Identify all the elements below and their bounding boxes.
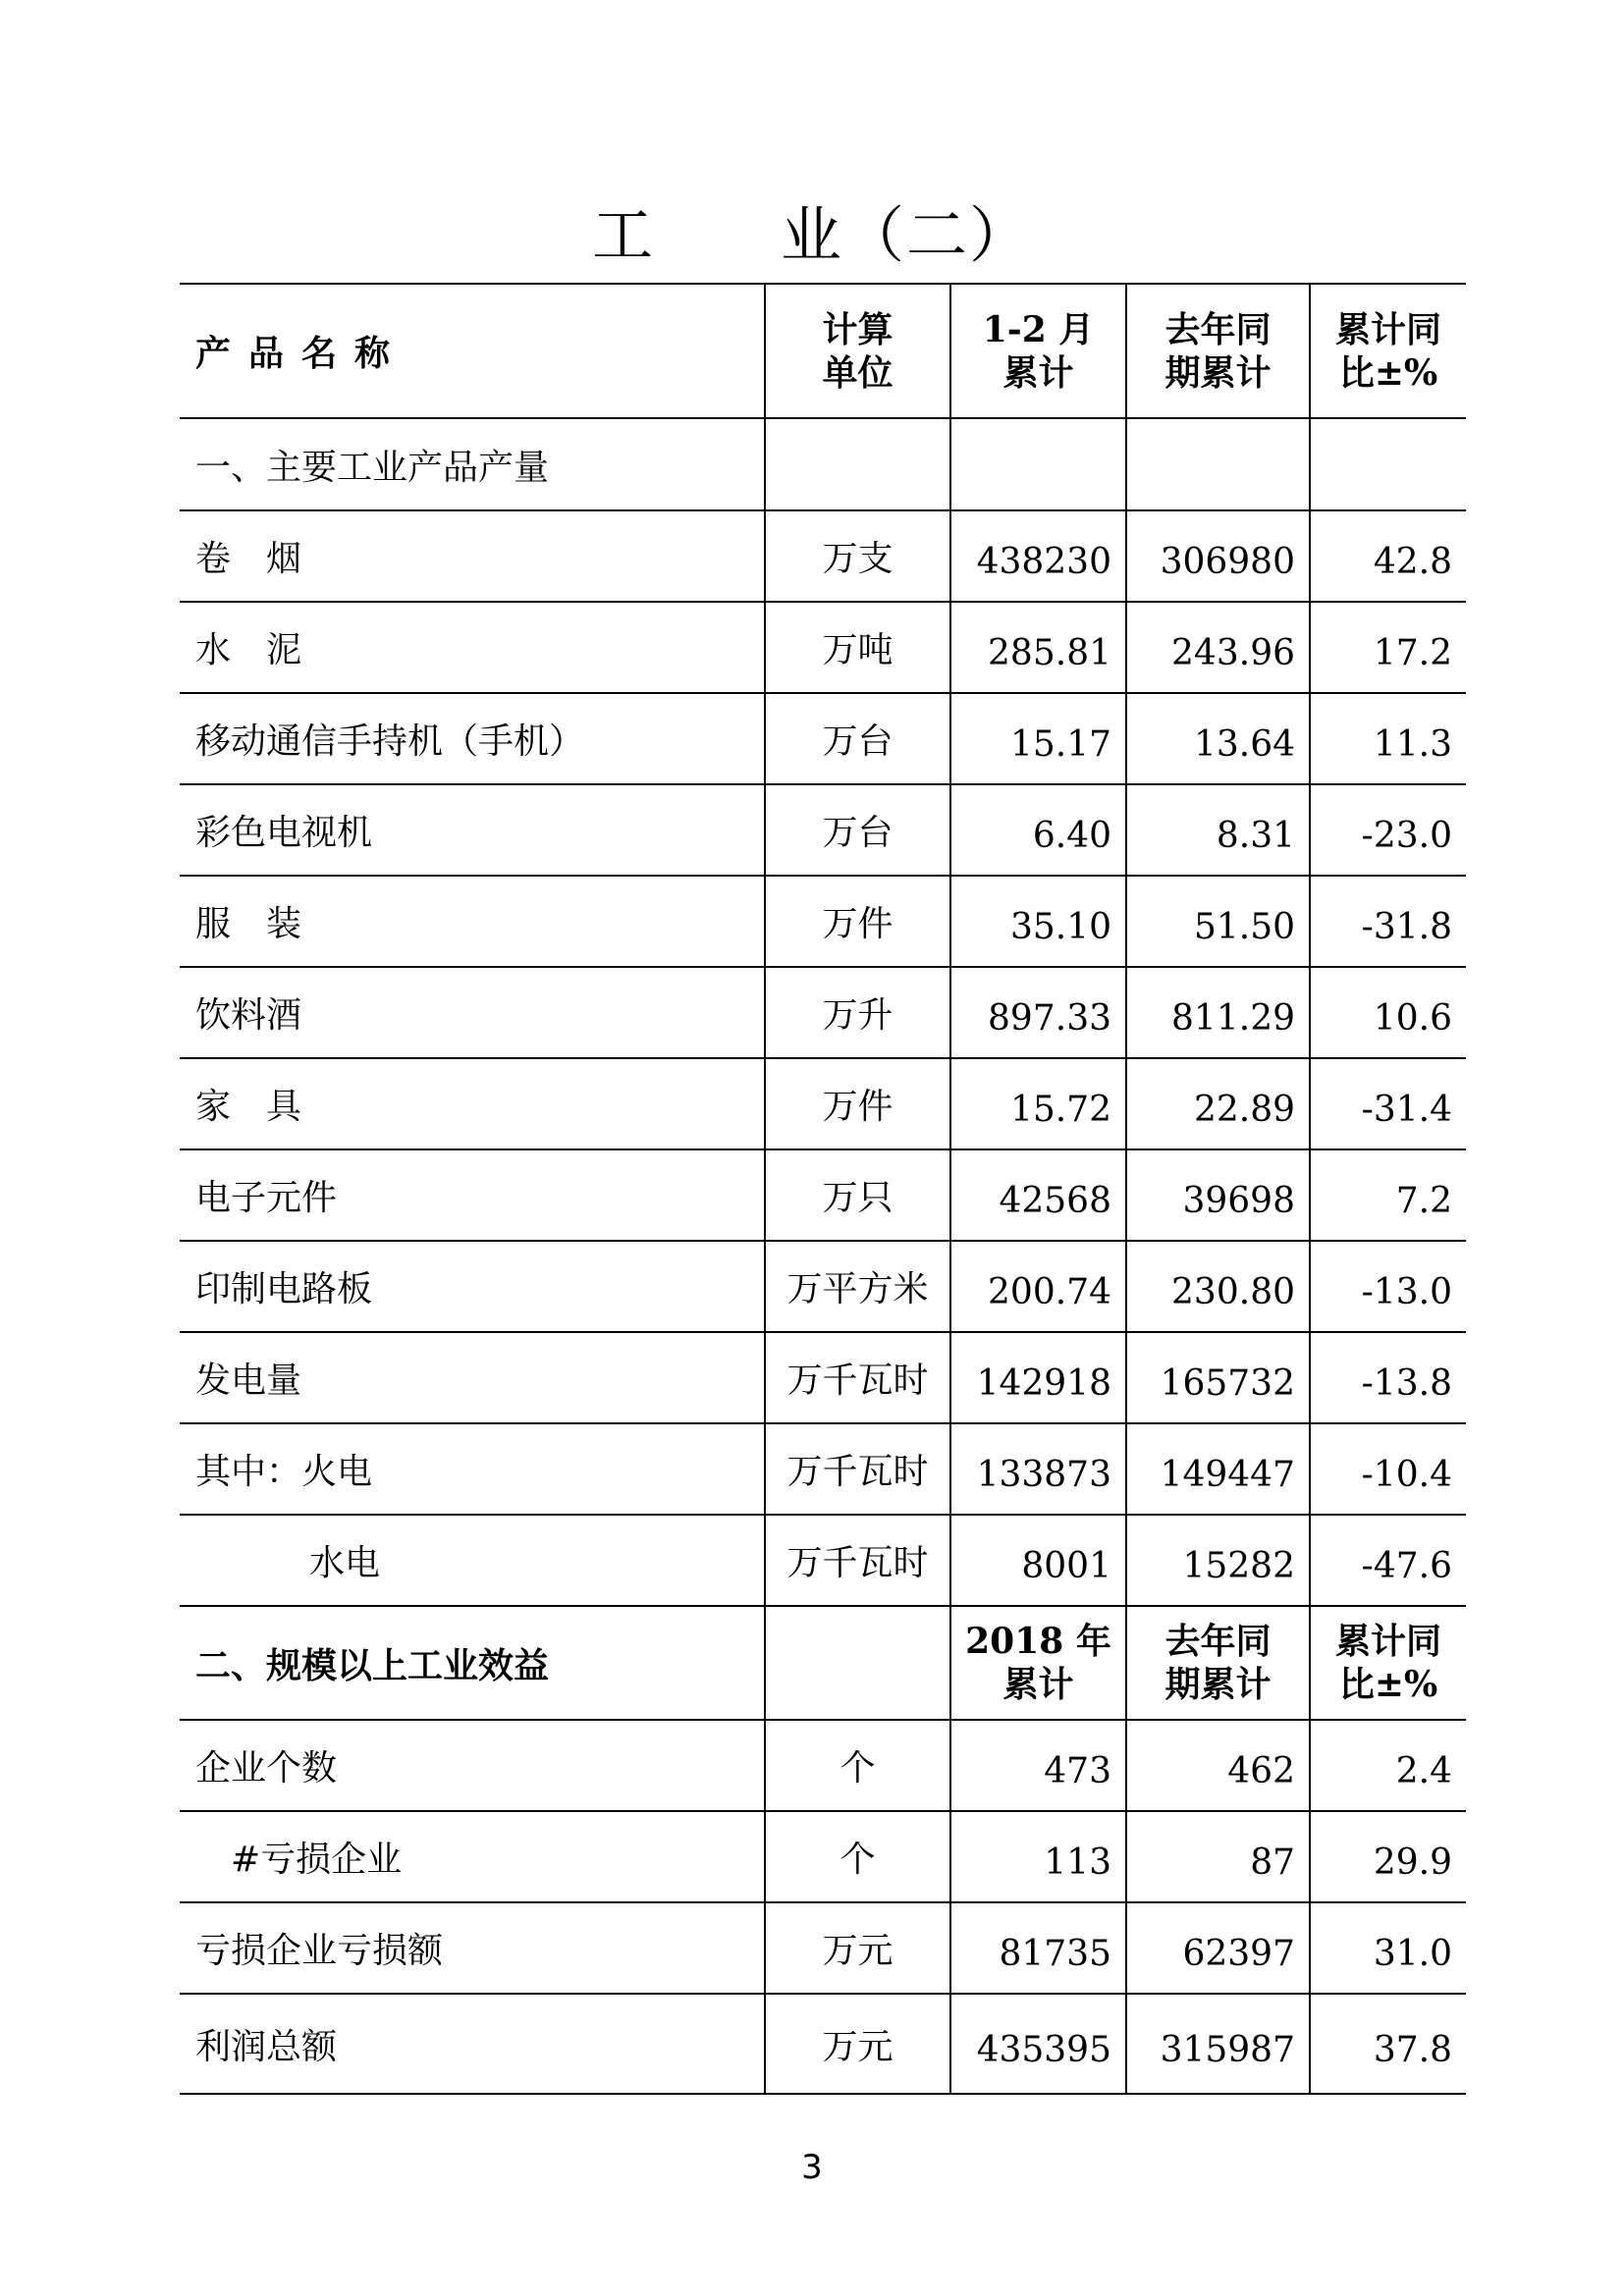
section2-header-current-line1: 2018 年 <box>965 1621 1111 1662</box>
table-row <box>180 1515 1466 1606</box>
section1-empty-cell <box>950 418 1126 510</box>
value-percent: 31.0 <box>1310 1902 1466 1994</box>
value-percent: -13.8 <box>1310 1332 1466 1423</box>
value-current: 438230 <box>950 510 1126 602</box>
section2-header-current-line2: 累计 <box>1002 1664 1074 1705</box>
table-row <box>180 1720 1466 1811</box>
product-unit: 万台 <box>765 693 950 784</box>
value-percent: -23.0 <box>1310 784 1466 876</box>
product-name: 电子元件 <box>180 1149 765 1241</box>
header-percent-line1: 累计同 <box>1334 308 1441 350</box>
table-row <box>180 693 1466 784</box>
product-name: 移动通信手持机（手机） <box>180 693 765 784</box>
indicator-unit: 个 <box>765 1720 950 1811</box>
table-row <box>180 1149 1466 1241</box>
value-percent: -47.6 <box>1310 1515 1466 1606</box>
product-unit: 万件 <box>765 1058 950 1149</box>
product-unit: 万台 <box>765 784 950 876</box>
page-title: 工 业（二） <box>591 199 1032 271</box>
product-name: 服 装 <box>180 876 765 967</box>
section2-label: 二、规模以上工业效益 <box>180 1606 765 1720</box>
value-previous: 315987 <box>1126 1994 1310 2094</box>
value-current: 142918 <box>950 1332 1126 1423</box>
value-previous: 15282 <box>1126 1515 1310 1606</box>
header-previous-line1: 去年同 <box>1164 308 1272 350</box>
table-header-row <box>180 284 1466 418</box>
value-current: 113 <box>950 1811 1126 1902</box>
value-percent: -10.4 <box>1310 1423 1466 1515</box>
value-percent: 11.3 <box>1310 693 1466 784</box>
value-previous: 811.29 <box>1126 967 1310 1058</box>
section1-empty-cell <box>1310 418 1466 510</box>
value-previous: 306980 <box>1126 510 1310 602</box>
value-current: 435395 <box>950 1994 1126 2094</box>
table-row <box>180 1811 1466 1902</box>
value-current: 8001 <box>950 1515 1126 1606</box>
indicator-name: 企业个数 <box>180 1720 765 1811</box>
section2-header-row <box>180 1606 1466 1720</box>
value-previous: 230.80 <box>1126 1241 1310 1332</box>
value-current: 6.40 <box>950 784 1126 876</box>
section2-empty-cell <box>765 1606 950 1720</box>
value-current: 473 <box>950 1720 1126 1811</box>
indicator-name: #亏损企业 <box>180 1811 765 1902</box>
product-name: 饮料酒 <box>180 967 765 1058</box>
section2-header-percent <box>1310 1606 1466 1720</box>
header-current-line1: 1-2 月 <box>982 308 1095 350</box>
header-percent-line2: 比±% <box>1338 351 1438 394</box>
table-row <box>180 1423 1466 1515</box>
header-unit-line2: 单位 <box>822 351 893 394</box>
value-percent: 7.2 <box>1310 1149 1466 1241</box>
product-unit: 万千瓦时 <box>765 1515 950 1606</box>
indicator-unit: 万元 <box>765 1994 950 2094</box>
header-product-name: 产品名称 <box>180 284 765 418</box>
table-row <box>180 876 1466 967</box>
value-previous: 165732 <box>1126 1332 1310 1423</box>
product-name: 家 具 <box>180 1058 765 1149</box>
table-row <box>180 967 1466 1058</box>
header-current <box>950 284 1126 418</box>
product-name: 其中：火电 <box>180 1423 765 1515</box>
value-current: 81735 <box>950 1902 1126 1994</box>
table-row <box>180 784 1466 876</box>
section2-header-percent-line2: 比±% <box>1338 1664 1438 1705</box>
section1-empty-cell <box>765 418 950 510</box>
header-unit <box>765 284 950 418</box>
value-previous: 462 <box>1126 1720 1310 1811</box>
value-previous: 149447 <box>1126 1423 1310 1515</box>
product-name: 水 泥 <box>180 602 765 693</box>
header-previous <box>1126 284 1310 418</box>
value-percent: 17.2 <box>1310 602 1466 693</box>
value-current: 15.72 <box>950 1058 1126 1149</box>
table-row <box>180 1994 1466 2094</box>
value-previous: 13.64 <box>1126 693 1310 784</box>
value-current: 42568 <box>950 1149 1126 1241</box>
value-current: 35.10 <box>950 876 1126 967</box>
value-current: 897.33 <box>950 967 1126 1058</box>
value-current: 200.74 <box>950 1241 1126 1332</box>
value-percent: -31.8 <box>1310 876 1466 967</box>
table-row <box>180 1241 1466 1332</box>
section1-header-row <box>180 418 1466 510</box>
product-unit: 万千瓦时 <box>765 1423 950 1515</box>
product-name: 水电 <box>180 1515 765 1606</box>
section1-label: 一、主要工业产品产量 <box>180 418 765 510</box>
product-unit: 万升 <box>765 967 950 1058</box>
section2-header-previous <box>1126 1606 1310 1720</box>
indicator-name: 利润总额 <box>180 1994 765 2094</box>
table-row <box>180 602 1466 693</box>
value-percent: 2.4 <box>1310 1720 1466 1811</box>
indicator-unit: 个 <box>765 1811 950 1902</box>
product-unit: 万只 <box>765 1149 950 1241</box>
table-row <box>180 1332 1466 1423</box>
value-current: 133873 <box>950 1423 1126 1515</box>
value-percent: -31.4 <box>1310 1058 1466 1149</box>
page-number: 3 <box>801 2148 823 2187</box>
section1-empty-cell <box>1126 418 1310 510</box>
product-unit: 万支 <box>765 510 950 602</box>
table-row <box>180 1902 1466 1994</box>
product-unit: 万件 <box>765 876 950 967</box>
value-percent: 37.8 <box>1310 1994 1466 2094</box>
value-percent: -13.0 <box>1310 1241 1466 1332</box>
value-current: 15.17 <box>950 693 1126 784</box>
section2-header-previous-line1: 去年同 <box>1164 1621 1272 1662</box>
product-unit: 万吨 <box>765 602 950 693</box>
value-current: 285.81 <box>950 602 1126 693</box>
product-name: 印制电路板 <box>180 1241 765 1332</box>
industry-table <box>180 283 1466 2095</box>
header-unit-line1: 计算 <box>822 308 893 350</box>
value-percent: 42.8 <box>1310 510 1466 602</box>
table-row <box>180 510 1466 602</box>
section2-header-current <box>950 1606 1126 1720</box>
value-previous: 87 <box>1126 1811 1310 1902</box>
section2-header-percent-line1: 累计同 <box>1334 1621 1441 1662</box>
value-percent: 29.9 <box>1310 1811 1466 1902</box>
product-name: 彩色电视机 <box>180 784 765 876</box>
product-unit: 万平方米 <box>765 1241 950 1332</box>
indicator-name: 亏损企业亏损额 <box>180 1902 765 1994</box>
product-unit: 万千瓦时 <box>765 1332 950 1423</box>
indicator-unit: 万元 <box>765 1902 950 1994</box>
section2-header-previous-line2: 期累计 <box>1164 1664 1272 1705</box>
product-name: 发电量 <box>180 1332 765 1423</box>
value-previous: 62397 <box>1126 1902 1310 1994</box>
value-previous: 8.31 <box>1126 784 1310 876</box>
value-previous: 22.89 <box>1126 1058 1310 1149</box>
value-percent: 10.6 <box>1310 967 1466 1058</box>
product-name: 卷 烟 <box>180 510 765 602</box>
value-previous: 39698 <box>1126 1149 1310 1241</box>
table-row <box>180 1058 1466 1149</box>
header-percent <box>1310 284 1466 418</box>
header-current-line2: 累计 <box>1002 351 1074 394</box>
value-previous: 51.50 <box>1126 876 1310 967</box>
header-previous-line2: 期累计 <box>1164 351 1272 394</box>
value-previous: 243.96 <box>1126 602 1310 693</box>
